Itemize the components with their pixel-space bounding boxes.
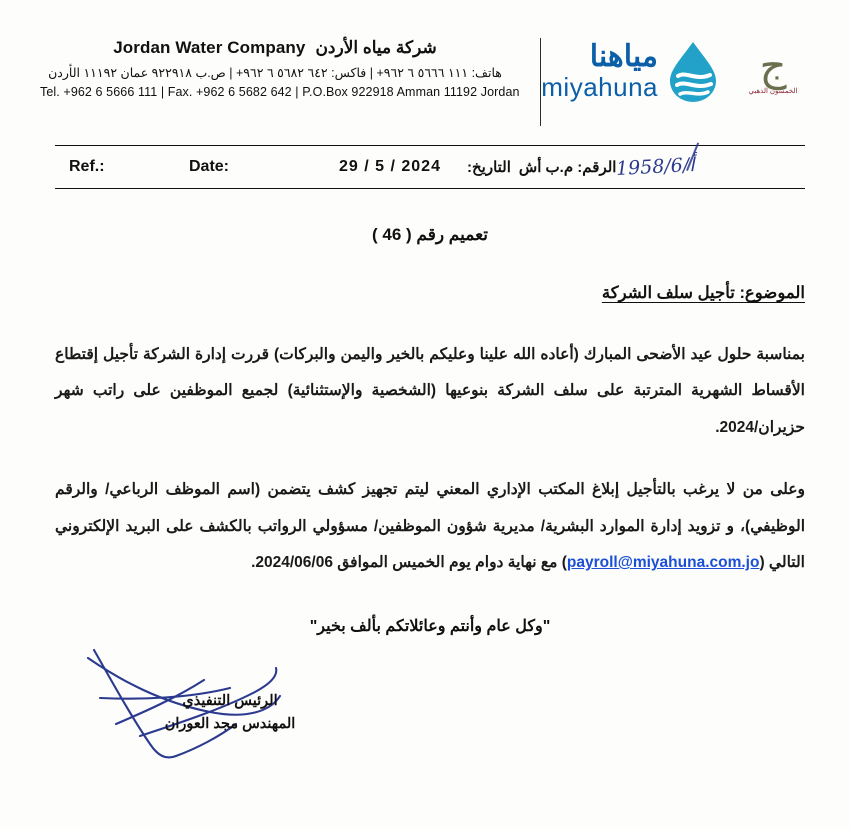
- paragraph-two-after-email: ) مع نهاية دوام يوم الخميس الموافق 2024/06/06.: [251, 554, 567, 572]
- company-identity-block: [40, 30, 520, 99]
- brand-name-arabic: مياهنا: [589, 40, 658, 73]
- header-vertical-divider: [540, 38, 541, 126]
- company-name-english: Jordan Water Company: [113, 38, 306, 57]
- payroll-email-link[interactable]: payroll@miyahuna.com.jo: [566, 554, 760, 572]
- anniversary-glyph: ج: [759, 40, 787, 90]
- company-name-arabic: شركة مياه الأردن: [315, 38, 437, 57]
- letterhead-header: [40, 30, 810, 130]
- date-value: 29 / 5 / 2024: [339, 158, 441, 175]
- subject-line: الموضوع: تأجيل سلف الشركة: [601, 284, 805, 302]
- date-label-arabic: التاريخ:: [466, 159, 511, 176]
- reference-number-handwritten: 1958/6/أ: [615, 153, 696, 181]
- company-name-line: [40, 38, 510, 58]
- paragraph-two-before-email: وعلى من لا يرغب بالتأجيل إبلاغ المكتب الإداري المعني ليتم تجهيز كشف يتضمن (اسم الموظف الرباعي/ والرقم الوظيفي)، و تزويد إدارة الموارد البشرية/ مديرية شؤون الموظفين/ مسؤولي الرواتب بالكشف على البريد الإلكتروني التالي (: [55, 481, 805, 572]
- signature-name: المهندس مجد العوران: [164, 716, 296, 733]
- paragraph-two: [55, 472, 805, 581]
- closing-greeting: "وكل عام وأنتم وعائلاتكم بألف بخير": [309, 617, 551, 635]
- brand-name-english: miyahuna: [541, 72, 658, 102]
- signature-block: [80, 640, 400, 770]
- paragraph-one: بمناسبة حلول عيد الأضحى المبارك (أعاده الله علينا وعليكم بالخير واليمن والبركات) قررت إدارة الشركة تأجيل إقتطاع الأقساط الشهرية المترتبة على سلف الشركة بنوعيها (الشخصية والإستثنائية) لجميع الموظفين على راتب شهر حزيران/2024.: [55, 346, 805, 436]
- anniversary-emblem-icon: [736, 34, 810, 108]
- document-body: [55, 200, 805, 636]
- miyahuna-logo: [541, 40, 720, 102]
- reference-number-label-arabic: الرقم: م.ب أش: [518, 159, 617, 176]
- miyahuna-wordmark: [541, 42, 658, 100]
- signature-text: [80, 690, 380, 736]
- anniversary-caption: الخمسون الذهبي: [748, 88, 798, 96]
- contact-line-english: Tel. +962 6 5666 111 | Fax. +962 6 5682 642 | P.O.Box 922918 Amman 11192 Jordan: [40, 85, 520, 99]
- signature-title: الرئيس التنفيذي: [182, 693, 278, 709]
- circular-number-title: تعميم رقم ( 46 ): [372, 225, 488, 244]
- ref-label: Ref.:: [69, 158, 105, 175]
- contact-line-arabic: هاتف: ١١١ ٥٦٦٦ ٦ ٩٦٢+ | فاكس: ٦٤٢ ٥٦٨٢ ٦ ٩٦٢+ | ص.ب ٩٢٢٩١٨ عمان ١١١٩٢ الأردن: [48, 66, 502, 80]
- water-drop-icon: [666, 40, 720, 102]
- date-label: Date:: [189, 158, 230, 175]
- brand-block: [541, 30, 810, 108]
